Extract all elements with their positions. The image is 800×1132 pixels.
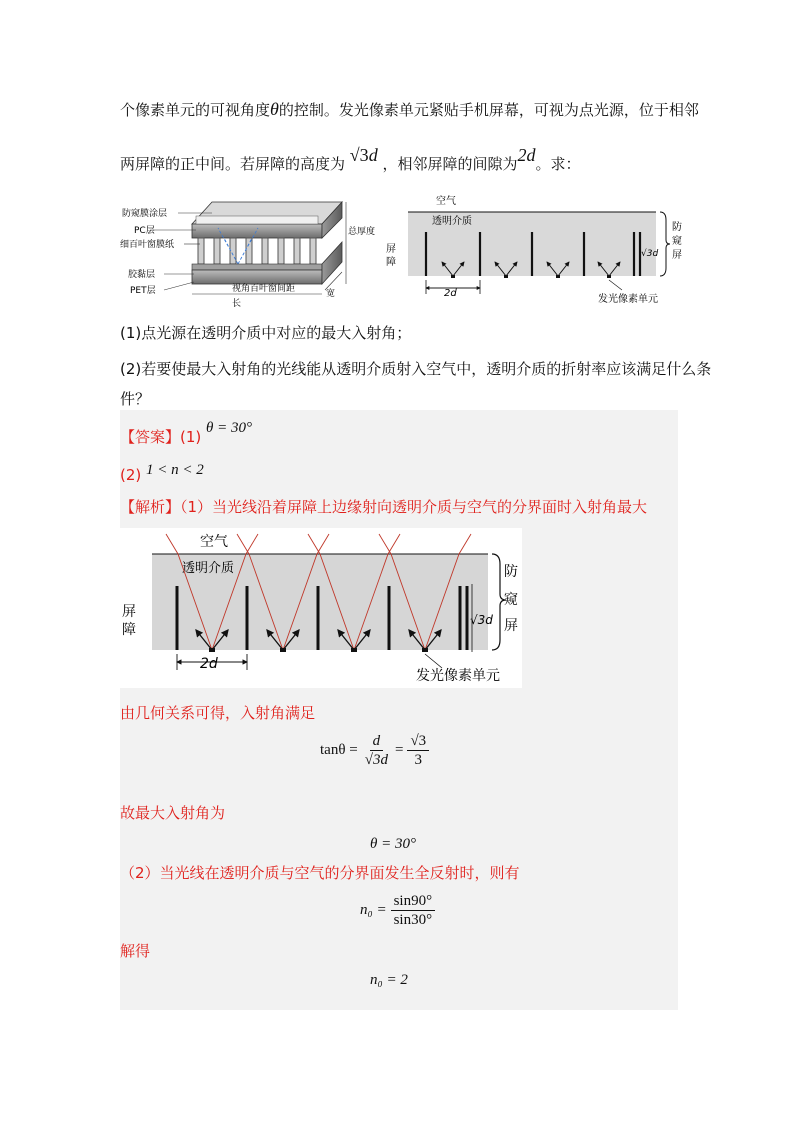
label-pixel-large: 发光像素单元 <box>416 668 500 684</box>
label-air-small: 空气 <box>436 196 456 207</box>
equation-n0-ratio: n₀ = $\frac{\sin 90^\circ}{\sin 30^\circ}$ <box>360 892 435 929</box>
label-air-large: 空气 <box>200 534 228 550</box>
label-pc: PC层 <box>134 226 155 236</box>
theta-symbol: θ <box>270 99 279 119</box>
label-length: 长 <box>232 299 242 309</box>
sqrt3-symbol: √3 <box>349 145 369 165</box>
analysis-part-2: （2）当光线在透明介质与空气的分界面发生全反射时，则有 <box>120 864 520 882</box>
answer-line-2: (2) 1 < n < 2 <box>120 462 204 484</box>
question-2-line-2: 件？ <box>120 390 151 408</box>
answer-1-value: θ = 30° <box>206 420 253 436</box>
label-coating: 防窥膜涂层 <box>122 209 168 219</box>
analysis-tag: 【解析】 <box>120 498 181 516</box>
answer-line-1: 【答案】(1) θ = 30° <box>120 420 253 446</box>
equation-tan: tanθ = $\frac{d}{√3d}$ = $\frac{√3}{3}$ <box>320 732 429 769</box>
label-medium-small: 透明介质 <box>432 216 472 227</box>
label-medium-large: 透明介质 <box>182 561 235 576</box>
label-screen-large-3: 屏 <box>504 618 518 634</box>
label-louver: 细百叶窗膜纸 <box>120 240 175 250</box>
question-line-1: 个像素单元的可视角度θ的控制。发光像素单元紧贴手机屏幕，可视为点光源，位于相邻 <box>120 99 699 119</box>
question-1: (1)点光源在透明介质中对应的最大入射角； <box>120 324 412 342</box>
label-pet: PET层 <box>130 286 156 296</box>
label-height-large: √3d <box>470 613 493 627</box>
label-adhesive: 胶黏层 <box>128 270 156 280</box>
label-pixel-small: 发光像素单元 <box>598 294 658 305</box>
privacy-screen-figure <box>378 190 700 308</box>
question-line-2: 两屏障的正中间。若屏障的高度为 √3d ，相邻屏障的间隙为2d。求： <box>120 145 581 173</box>
label-barrier-large-1: 屏 <box>122 604 136 620</box>
two-d-symbol: 2d <box>517 145 536 165</box>
label-width: 宽 <box>326 289 336 299</box>
answer-tag: 【答案】 <box>120 428 181 446</box>
equation-theta: θ = 30° <box>370 836 416 852</box>
film-structure-figure <box>120 192 380 312</box>
label-gap-small: 2d <box>444 288 457 299</box>
answer-2-value: 1 < n < 2 <box>146 462 204 478</box>
label-barrier-large-2: 障 <box>122 622 136 638</box>
analysis-solve: 解得 <box>120 942 151 960</box>
label-screen-2: 窥 <box>672 236 682 247</box>
label-barrier-1: 屏 <box>386 244 396 255</box>
label-height-small: √3d <box>641 249 659 259</box>
equation-n0: n₀ = 2 <box>370 972 408 988</box>
label-pitch: 视角百叶窗间距 <box>232 284 296 294</box>
label-screen-large-1: 防 <box>504 564 518 580</box>
analysis-max-angle: 故最大入射角为 <box>120 804 226 822</box>
label-thickness: 总厚度 <box>348 227 376 237</box>
question-2-line-1: (2)若要使最大入射角的光线能从透明介质射入空气中，透明介质的折射率应该满足什么条 <box>120 360 712 378</box>
label-screen-1: 防 <box>672 222 682 233</box>
label-barrier-2: 障 <box>386 257 396 268</box>
label-screen-3: 屏 <box>672 250 682 261</box>
analysis-geometry: 由几何关系可得，入射角满足 <box>120 704 316 722</box>
light-path-figure <box>120 528 522 688</box>
d-symbol: d <box>368 145 378 165</box>
label-gap-large: 2d <box>200 656 218 672</box>
analysis-line-1: 【解析】（1）当光线沿着屏障上边缘射向透明介质与空气的分界面时入射角最大 <box>120 498 648 516</box>
label-screen-large-2: 窥 <box>504 592 518 608</box>
